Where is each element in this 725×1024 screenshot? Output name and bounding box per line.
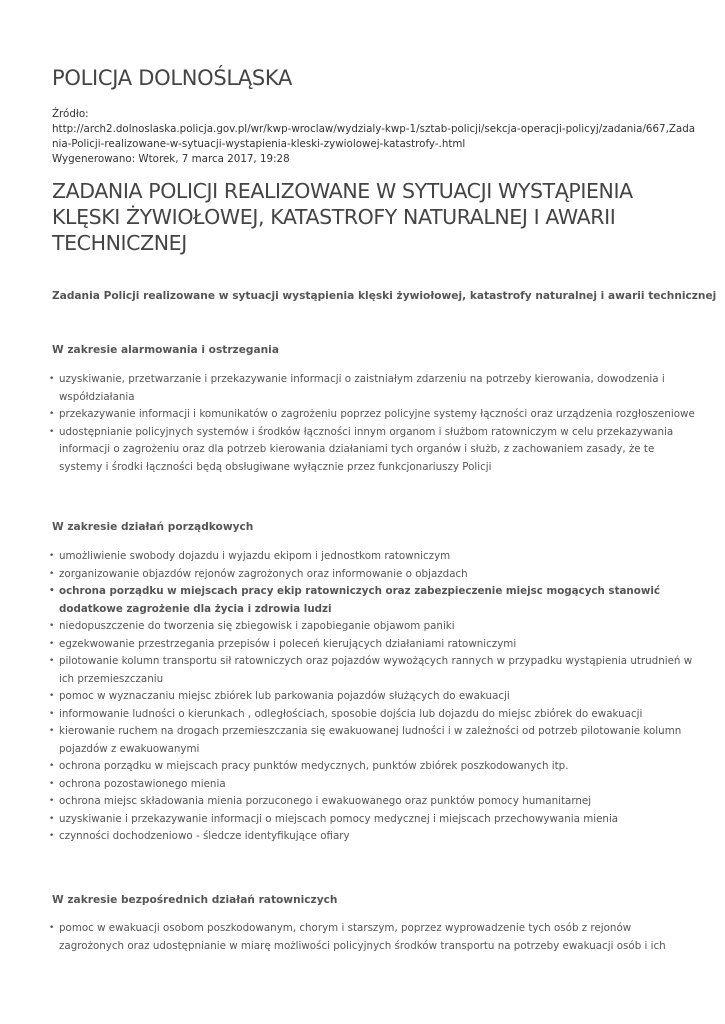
list-item-text-line: • ochrona porządku w miejscach pracy ekip ratowniczych oraz zabezpieczenie miejsc mogących stanowić — [59, 585, 660, 597]
document-subtitle: Zadania Policji realizowane w sytuacji wystąpienia klęski żywiołowej, katastrofy naturalnej i awarii technicznej — [52, 290, 717, 302]
generated-date: Wygenerowano: Wtorek, 7 marca 2017, 19:28 — [52, 153, 290, 165]
list-item-text-line: • egzekwowanie przestrzegania przepisów i poleceń kierujących działaniami ratowniczymi — [59, 637, 517, 650]
section-list-rescue — [48, 920, 678, 955]
list-item-text-line: ich przemieszczaniu — [59, 672, 164, 685]
list-item-text-line: • uzyskiwanie i przekazywanie informacji o miejscach pomocy medycznej i miejscach przechowywania mienia — [59, 812, 619, 825]
document-title-line-3: TECHNICZNEJ — [52, 231, 187, 255]
list-item-text-line: • uzyskiwanie, przetwarzanie i przekazywanie informacji o zaistniałym zdarzeniu na potrzeby kierowania, dowodzenia i — [59, 373, 665, 385]
list-item — [48, 583, 678, 618]
list-item — [48, 371, 678, 406]
list-item-text-line: • informowanie ludności o kierunkach , odległościach, sposobie dojścia lub dojazdu do miejsc zbiórek do ewakuacji — [59, 707, 643, 720]
list-item — [48, 793, 678, 811]
list-item — [48, 706, 678, 724]
list-item-text-line: • umożliwienie swobody dojazdu i wyjazdu ekipom i jednostkom ratowniczym — [59, 550, 451, 562]
list-item-text-line: • pomoc w ewakuacji osobom poszkodowanym, chorym i starszym, poprzez wyprowadzenie tych osób z rejonów — [59, 922, 632, 934]
document-meta — [52, 107, 696, 167]
list-item-text-line: • udostępnianie policyjnych systemów i środków łączności innym organom i służbom ratowniczym w celu przekazywania — [59, 425, 674, 438]
list-item — [48, 758, 678, 776]
list-item-text-line: • pilotowanie kolumn transportu sił ratowniczych oraz pojazdów wywożących rannych w przypadku wystąpienia utrudnień w — [59, 655, 693, 667]
list-item — [48, 548, 678, 566]
source-url-line-1: http://arch2.dolnoslaska.policja.gov.pl/wr/kwp-wroclaw/wydzialy-kwp-1/sztab-policji/sekcja-operacji-policyj/zadania/667,Zada — [52, 123, 696, 135]
list-item-text-line: dodatkowe zagrożenie dla życia i zdrowia ludzi — [59, 602, 332, 615]
list-item — [48, 424, 678, 477]
list-item-text-line: • zorganizowanie objazdów rejonów zagrożonych oraz informowanie o objazdach — [59, 567, 468, 580]
document-title — [52, 178, 692, 256]
list-item-text-line: pojazdów z ewakuowanymi — [59, 742, 200, 755]
list-item-text-line: • pomoc w wyznaczaniu miejsc zbiórek lub parkowania pojazdów służących do ewakuacji — [59, 690, 510, 702]
list-item — [48, 618, 678, 636]
document-title-line-1: ZADANIA POLICJI REALIZOWANE W SYTUACJI WYSTĄPIENIA — [52, 179, 633, 203]
list-item — [48, 723, 682, 758]
list-item — [48, 653, 693, 688]
section-heading-alarming: W zakresie alarmowania i ostrzegania — [52, 344, 279, 356]
section-heading-rescue: W zakresie bezpośrednich działań ratowniczych — [52, 894, 338, 906]
source-label: Źródło: — [52, 108, 89, 120]
list-item — [48, 811, 678, 829]
source-url-line-2: nia-Policji-realizowane-w-sytuacji-wystapienia-kleski-zywiolowej-katastrofy-.html — [52, 138, 466, 150]
list-item — [48, 566, 678, 584]
list-item — [48, 636, 678, 654]
list-item-text-line: • ochrona porządku w miejscach pracy punktów medycznych, punktów zbiórek poszkodowanych itp. — [59, 760, 569, 772]
list-item — [48, 406, 695, 424]
list-item-text-line: • ochrona pozostawionego mienia — [59, 777, 226, 790]
list-item-text-line: zagrożonych oraz udostępnianie w miarę możliwości policyjnych środków transportu na potrzeby ewakuacji osób i ich — [59, 939, 666, 952]
list-item-text-line: współdziałania — [59, 390, 135, 403]
list-item-text-line: informacji o zagrożeniu oraz dla potrzeb kierowania działaniami tych organów i służb, z zachowaniem zasady, że te — [59, 443, 655, 455]
list-item-text-line: • ochrona miejsc składowania mienia porzuconego i ewakuowanego oraz punktów pomocy humanitarnej — [59, 795, 592, 807]
list-item-text-line: systemy i środki łączności będą obsługiwane wyłącznie przez funkcjonariuszy Policji — [59, 460, 492, 473]
list-item — [48, 688, 678, 706]
document-title-line-2: KLĘSKI ŻYWIOŁOWEJ, KATASTROFY NATURALNEJ I AWARII — [52, 205, 616, 229]
list-item-text-line: • czynności dochodzeniowo - śledcze identyfikujące ofiary — [59, 830, 350, 842]
list-item-text-line: • niedopuszczenie do tworzenia się zbiegowisk i zapobieganie objawom paniki — [59, 620, 455, 632]
section-heading-order: W zakresie działań porządkowych — [52, 521, 254, 533]
list-item-text-line: • przekazywanie informacji i komunikatów o zagrożeniu poprzez policyjne systemy łączności oraz urządzenia rozgłoszeniowe — [59, 408, 695, 420]
site-title: POLICJA DOLNOŚLĄSKA — [52, 66, 293, 90]
list-item-text-line: • kierowanie ruchem na drogach przemieszczania się ewakuowanej ludności i w zależności od potrzeb pilotowanie kolumn — [59, 725, 682, 737]
section-list-alarming — [48, 371, 695, 476]
list-item — [48, 828, 678, 846]
list-item — [48, 776, 678, 794]
section-list-order — [48, 548, 693, 846]
list-item — [48, 920, 678, 955]
